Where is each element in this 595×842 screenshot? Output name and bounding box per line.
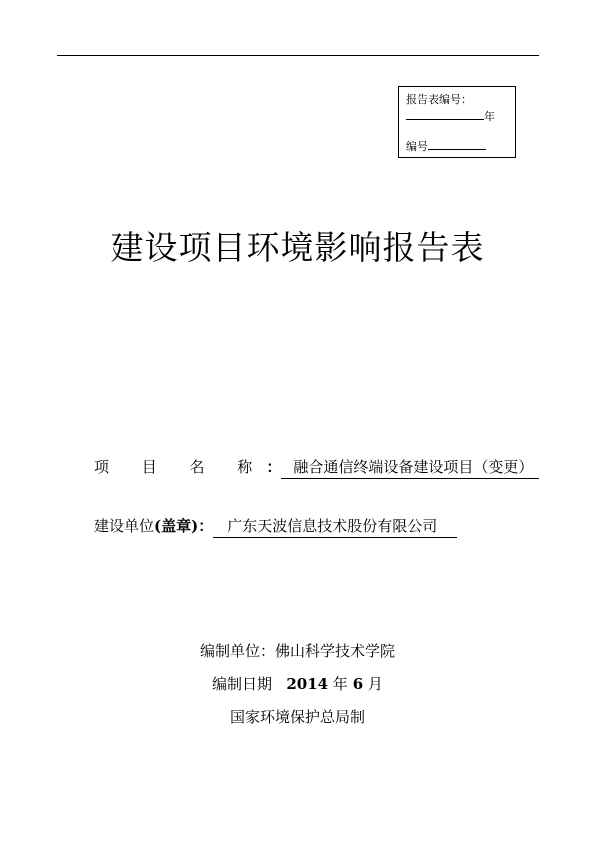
project-name-colon: ： (266, 458, 282, 476)
report-number-label: 报告表编号： (406, 93, 472, 106)
serial-label: 编号 (406, 140, 428, 153)
top-rule (57, 55, 539, 56)
month-unit: 月 (367, 675, 383, 693)
compile-month: 6 (352, 675, 364, 693)
compile-date (0, 673, 595, 694)
year-unit: 年 (332, 675, 348, 693)
year-suffix: 年 (484, 110, 495, 123)
construction-unit-value: 广东天波信息技术股份有限公司 (213, 515, 457, 538)
serial-blank (428, 139, 486, 150)
construction-unit-colon: ： (198, 517, 214, 535)
issuing-authority: 国家环境保护总局制 (229, 708, 365, 726)
construction-unit-label: 建设单位 (94, 517, 155, 535)
construction-unit-field (94, 515, 457, 538)
report-serial-row (406, 139, 486, 153)
year-blank (406, 109, 484, 120)
document-title: 建设项目环境影响报告表 (110, 228, 485, 267)
compile-date-label: 编制日期 (212, 675, 273, 693)
compile-year: 2014 (286, 675, 329, 693)
project-name-field (94, 456, 539, 479)
report-year-row (406, 109, 495, 123)
project-name-label: 项 目 名 称 (94, 458, 267, 476)
seal-label: (盖章) (154, 517, 199, 535)
project-name-value: 融合通信终端设备建设项目（变更） (281, 456, 539, 479)
compiler-unit: 编制单位：佛山科学技术学院 (199, 642, 395, 660)
report-number-box (398, 86, 516, 158)
